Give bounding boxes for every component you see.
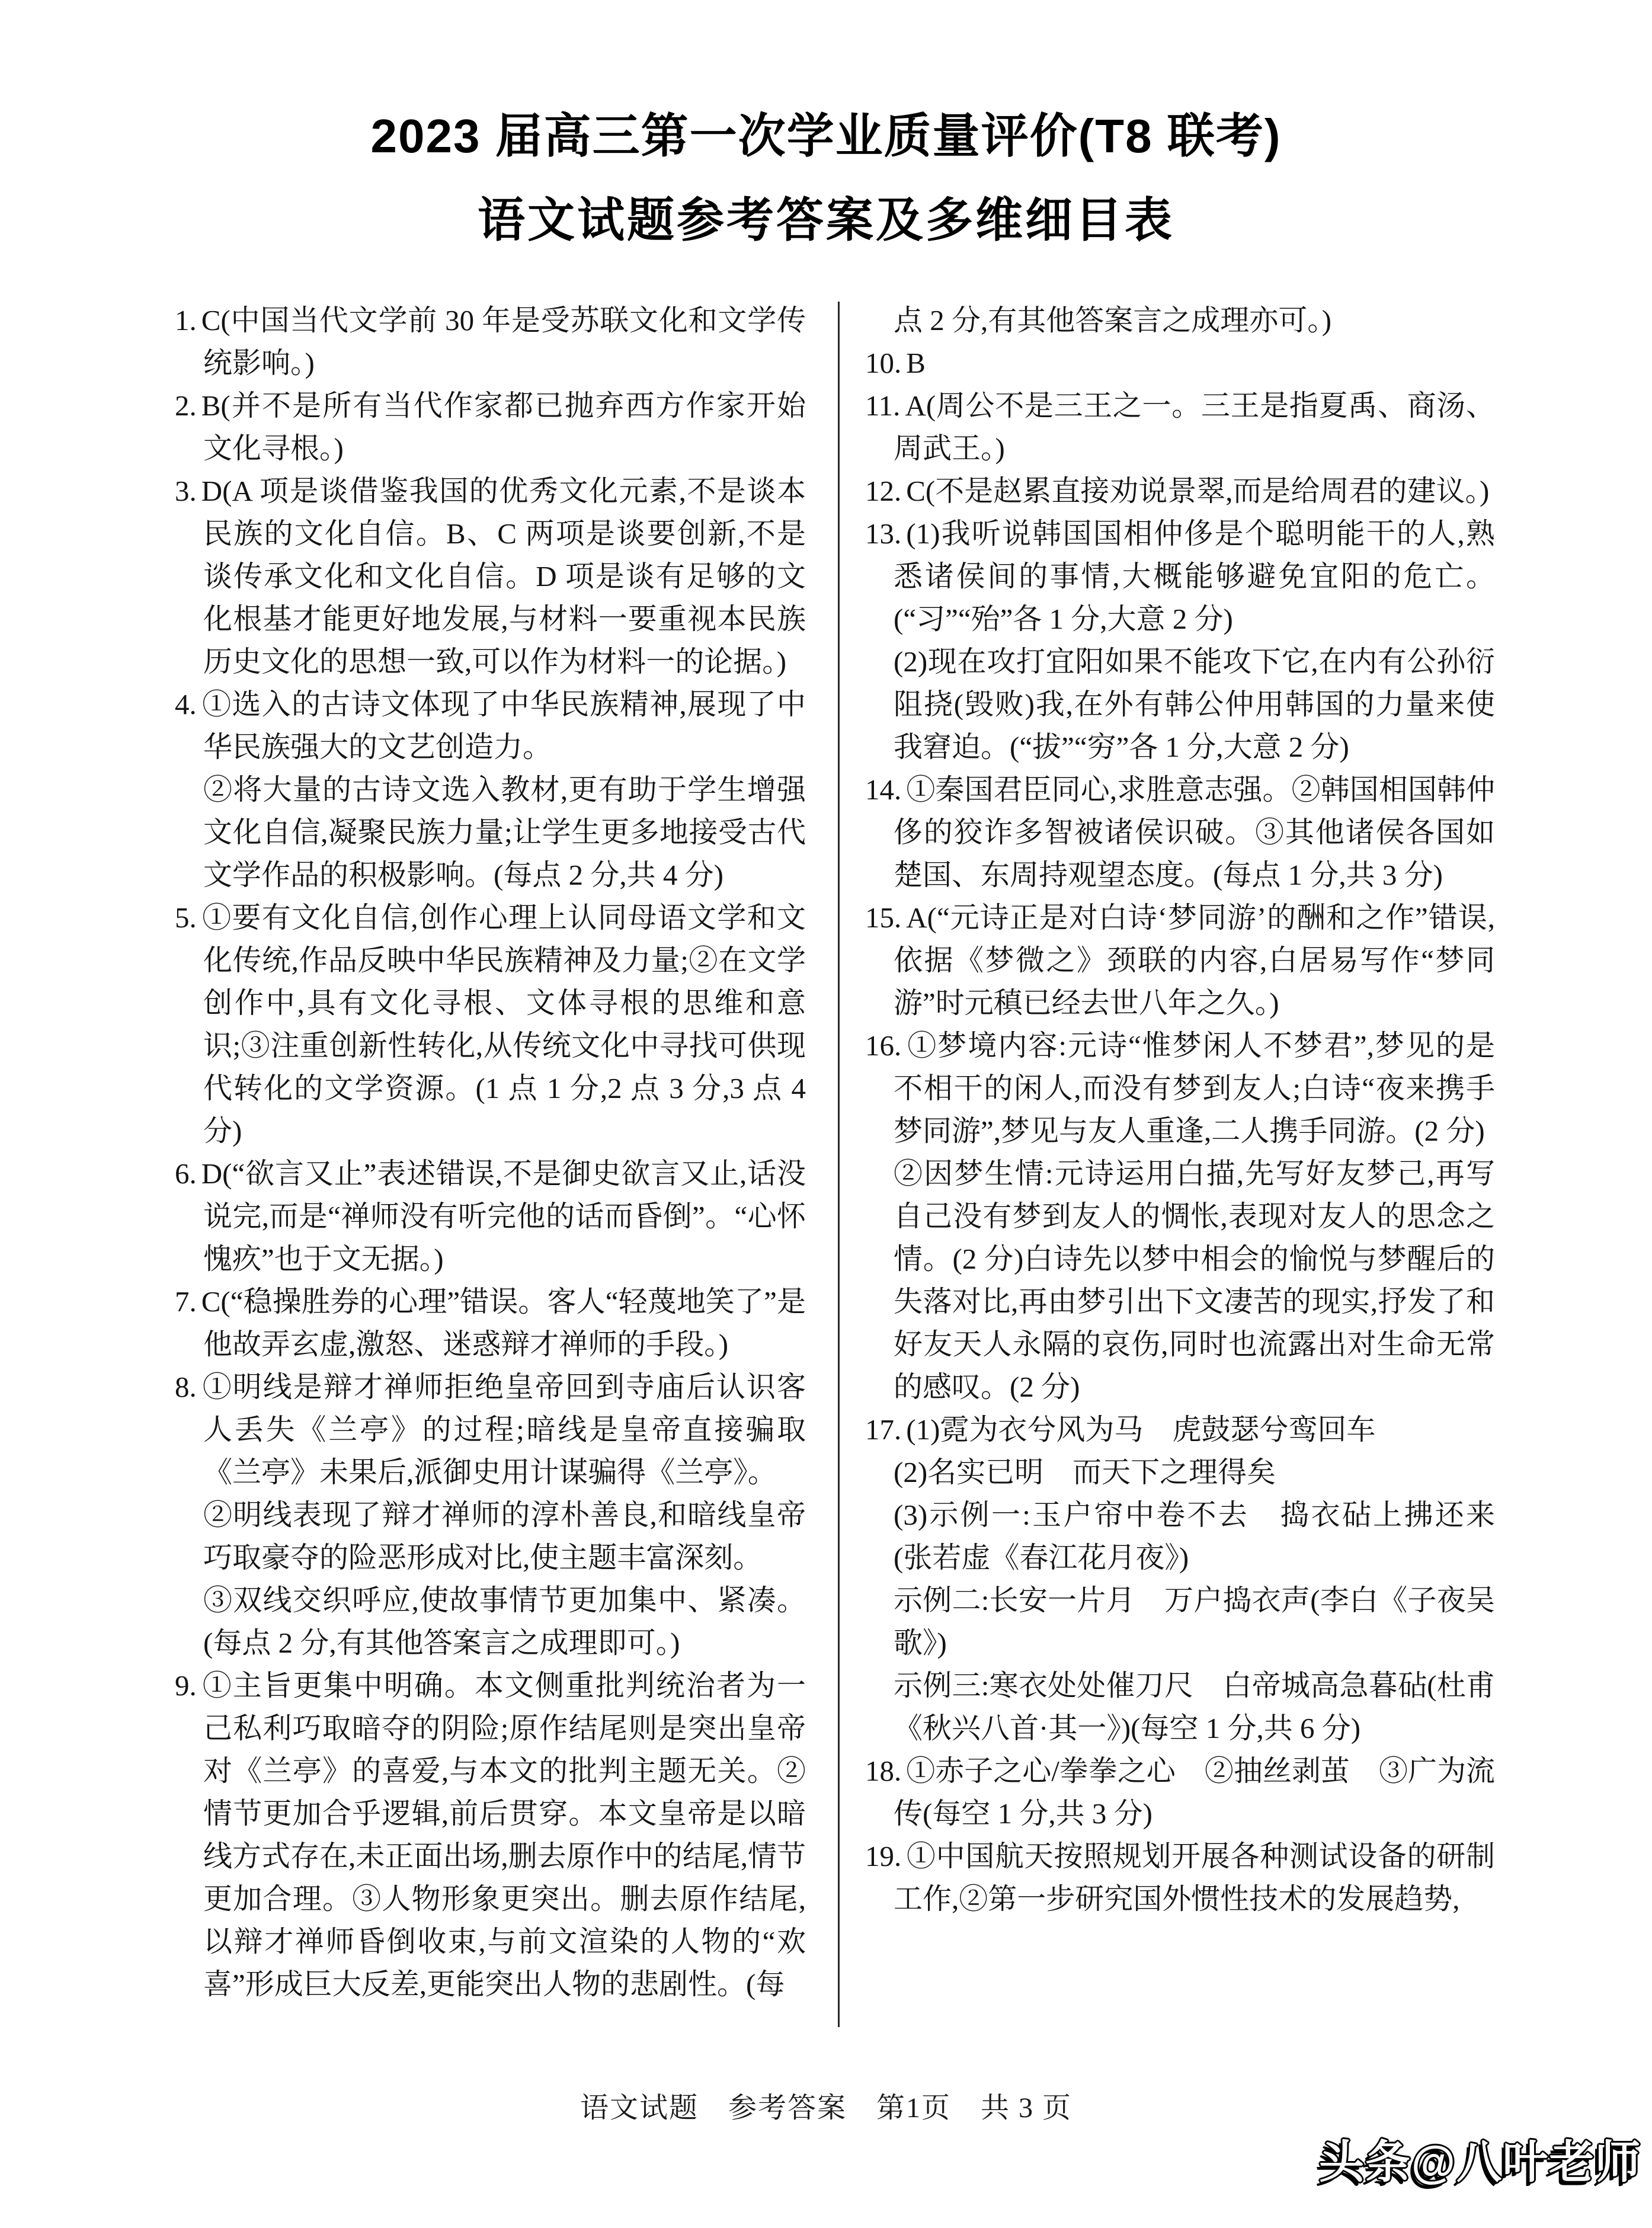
answer-number: 15.	[865, 901, 902, 934]
answer-paragraph: ②因梦生情:元诗运用白描,先写好友梦己,再写自己没有梦到友人的惆怅,表现对友人的思念之情。(2 分)白诗先以梦中相会的愉悦与梦醒后的失落对比,再由梦引出下文凄苦的现实,抒发了和好友天人永隔的哀伤,同时也流露出对生命无常的感叹。(2 分)	[894, 1157, 1495, 1403]
answer-paragraph: 15. A(“元诗正是对白诗‘梦同游’的酬和之作”错误,依据《梦微之》颈联的内容,白居易写作“梦同游”时元稹已经去世八年之久。)	[865, 901, 1495, 1019]
answer-number: 6.	[175, 1157, 197, 1190]
answer-item	[175, 385, 806, 470]
answer-number: 1.	[175, 304, 197, 337]
answer-paragraph: 示例三:寒衣处处催刀尺 白帝城高急暮砧(杜甫《秋兴八首·其一》)(每空 1 分,共 6 分)	[894, 1669, 1495, 1744]
answer-paragraph: 12. C(不是赵累直接劝说景翠,而是给周君的建议。)	[865, 475, 1490, 507]
answer-paragraph: 4. ①选入的古诗文体现了中华民族精神,展现了中华民族强大的文艺创造力。	[175, 688, 806, 763]
answer-paragraph: 18. ①赤子之心/拳拳之心 ②抽丝剥茧 ③广为流传(每空 1 分,共 3 分)	[865, 1755, 1495, 1830]
answer-item	[175, 1366, 806, 1664]
footer-text: 语文试题 参考答案 第1页 共 3 页	[580, 2092, 1072, 2124]
answer-item	[175, 1281, 806, 1366]
answer-paragraph: 16. ①梦境内容:元诗“惟梦闲人不梦君”,梦见的是不相干的闲人,而没有梦到友人;白诗“夜来携手梦同游”,梦见与友人重逢,二人携手同游。(2 分)	[865, 1029, 1495, 1147]
answer-number: 5.	[175, 901, 197, 934]
answer-item	[865, 897, 1495, 1025]
answer-item	[865, 299, 1495, 342]
answer-item	[865, 1835, 1495, 1920]
answer-paragraph: 2. B(并不是所有当代作家都已抛弃西方作家开始文化寻根。)	[175, 389, 806, 465]
answer-number: 3.	[175, 475, 197, 507]
answer-number: 19.	[865, 1840, 902, 1872]
answer-paragraph: 13. (1)我听说韩国国相仲侈是个聪明能干的人,熟悉诸侯间的事情,大概能够避免宜阳的危亡。(“习”“殆”各 1 分,大意 2 分)	[865, 517, 1495, 635]
column-divider	[838, 302, 840, 2027]
answer-paragraph: 14. ①秦国君臣同心,求胜意志强。②韩国相国韩仲侈的狡诈多智被诸侯识破。③其他诸侯各国如楚国、东周持观望态度。(每点 1 分,共 3 分)	[865, 773, 1495, 891]
answer-columns	[0, 299, 1652, 2035]
answer-paragraph: 17. (1)霓为衣兮风为马 虎鼓瑟兮鸾回车	[865, 1413, 1376, 1446]
answer-paragraph: 7. C(“稳操胜券的心理”错误。客人“轻蔑地笑了”是他故弄玄虚,激怒、迷惑辩才禅师的手段。)	[175, 1285, 806, 1361]
answer-number: 7.	[175, 1285, 197, 1318]
answer-paragraph: 1. C(中国当代文学前 30 年是受苏联文化和文学传统影响。)	[175, 304, 806, 379]
page-title-line2: 语文试题参考答案及多维细目表	[478, 194, 1174, 247]
answer-number: 10.	[865, 347, 902, 379]
answer-item	[865, 1025, 1495, 1408]
answer-paragraph: 5. ①要有文化自信,创作心理上认同母语文学和文化传统,作品反映中华民族精神及力量;②在文学创作中,具有文化寻根、文体寻根的思维和意识;③注重创新性转化,从传统文化中寻找可供现代转化的文学资源。(1 点 1 分,2 点 3 分,3 点 4 分)	[175, 901, 806, 1147]
answer-number: 9.	[175, 1669, 197, 1702]
answer-number: 13.	[865, 517, 902, 550]
answer-item	[175, 299, 806, 385]
watermark	[1319, 2126, 1641, 2191]
answer-paragraph: 11. A(周公不是三王之一。三王是指夏禹、商汤、周武王。)	[865, 389, 1495, 465]
answer-item	[175, 1153, 806, 1281]
answer-item	[175, 683, 806, 897]
answer-number: 11.	[865, 389, 901, 422]
answer-paragraph: (2)现在攻打宜阳如果不能攻下它,在内有公孙衍阻挠(毁败)我,在外有韩公仲用韩国的力量来使我窘迫。(“拔”“穷”各 1 分,大意 2 分)	[894, 645, 1495, 763]
answer-paragraph: 19. ①中国航天按照规划开展各种测试设备的研制工作,②第一步研究国外惯性技术的发展趋势,	[865, 1840, 1495, 1915]
answer-number: 17.	[865, 1413, 902, 1446]
watermark-text: 头条@八叶老师	[1318, 2137, 1641, 2188]
answer-number: 4.	[175, 688, 197, 721]
answer-paragraph: ③双线交织呼应,使故事情节更加集中、紧凑。(每点 2 分,有其他答案言之成理即可。)	[203, 1584, 806, 1659]
answer-paragraph: 10. B	[865, 347, 926, 379]
answer-item	[175, 1664, 806, 2006]
answer-number: 18.	[865, 1755, 902, 1787]
answer-number: 14.	[865, 773, 902, 806]
answer-item	[865, 513, 1495, 769]
answer-item	[175, 470, 806, 683]
column-left	[175, 299, 806, 2006]
answer-paragraph: 8. ①明线是辩才禅师拒绝皇帝回到寺庙后认识客人丢失《兰亭》的过程;暗线是皇帝直接骗取《兰亭》未果后,派御史用计谋骗得《兰亭》。	[175, 1371, 806, 1488]
answer-item	[865, 1408, 1495, 1750]
answer-paragraph: 点 2 分,有其他答案言之成理亦可。)	[894, 304, 1332, 337]
page-header	[0, 110, 1652, 247]
answer-paragraph: 示例二:长安一片月 万户捣衣声(李白《子夜吴歌》)	[894, 1584, 1495, 1659]
page-title-line1: 2023 届高三第一次学业质量评价(T8 联考)	[370, 110, 1282, 162]
answer-number: 12.	[865, 475, 902, 507]
answer-number: 16.	[865, 1029, 902, 1062]
answer-number: 8.	[175, 1371, 197, 1403]
answer-paragraph: ②将大量的古诗文选入教材,更有助于学生增强文化自信,凝聚民族力量;让学生更多地接受古代文学作品的积极影响。(每点 2 分,共 4 分)	[203, 773, 806, 891]
answer-item	[865, 769, 1495, 897]
answer-paragraph: ②明线表现了辩才禅师的淳朴善良,和暗线皇帝巧取豪夺的险恶形成对比,使主题丰富深刻。	[203, 1499, 806, 1574]
answer-number: 2.	[175, 389, 197, 422]
answer-item	[175, 897, 806, 1153]
answer-paragraph: 3. D(A 项是谈借鉴我国的优秀文化元素,不是谈本民族的文化自信。B、C 两项是谈要创新,不是谈传承文化和文化自信。D 项是谈有足够的文化根基才能更好地发展,与材料一要重视本民族历史文化的思想一致,可以作为材料一的论据。)	[175, 475, 806, 678]
answer-item	[865, 1750, 1495, 1835]
answer-paragraph: 9. ①主旨更集中明确。本文侧重批判统治者为一己私利巧取暗夺的阴险;原作结尾则是突出皇帝对《兰亭》的喜爱,与本文的批判主题无关。②情节更加合乎逻辑,前后贯穿。本文皇帝是以暗线方式存在,未正面出场,删去原作中的结尾,情节更加合理。③人物形象更突出。删去原作结尾,以辩才禅师昏倒收束,与前文渲染的人物的“欢喜”形成巨大反差,更能突出人物的悲剧性。(每	[175, 1669, 806, 2000]
answer-item	[865, 342, 1495, 385]
answer-item	[865, 470, 1495, 513]
answer-paragraph: (2)名实已明 而天下之理得矣	[894, 1456, 1276, 1488]
column-right	[865, 299, 1495, 1920]
answer-paragraph: 6. D(“欲言又止”表述错误,不是御史欲言又止,话没说完,而是“禅师没有听完他的话而昏倒”。“心怀愧疚”也于文无据。)	[175, 1157, 806, 1275]
page-footer	[0, 2085, 1652, 2125]
answer-item	[865, 385, 1495, 470]
answer-paragraph: (3)示例一:玉户帘中卷不去 捣衣砧上拂还来(张若虚《春江花月夜》)	[894, 1499, 1495, 1574]
